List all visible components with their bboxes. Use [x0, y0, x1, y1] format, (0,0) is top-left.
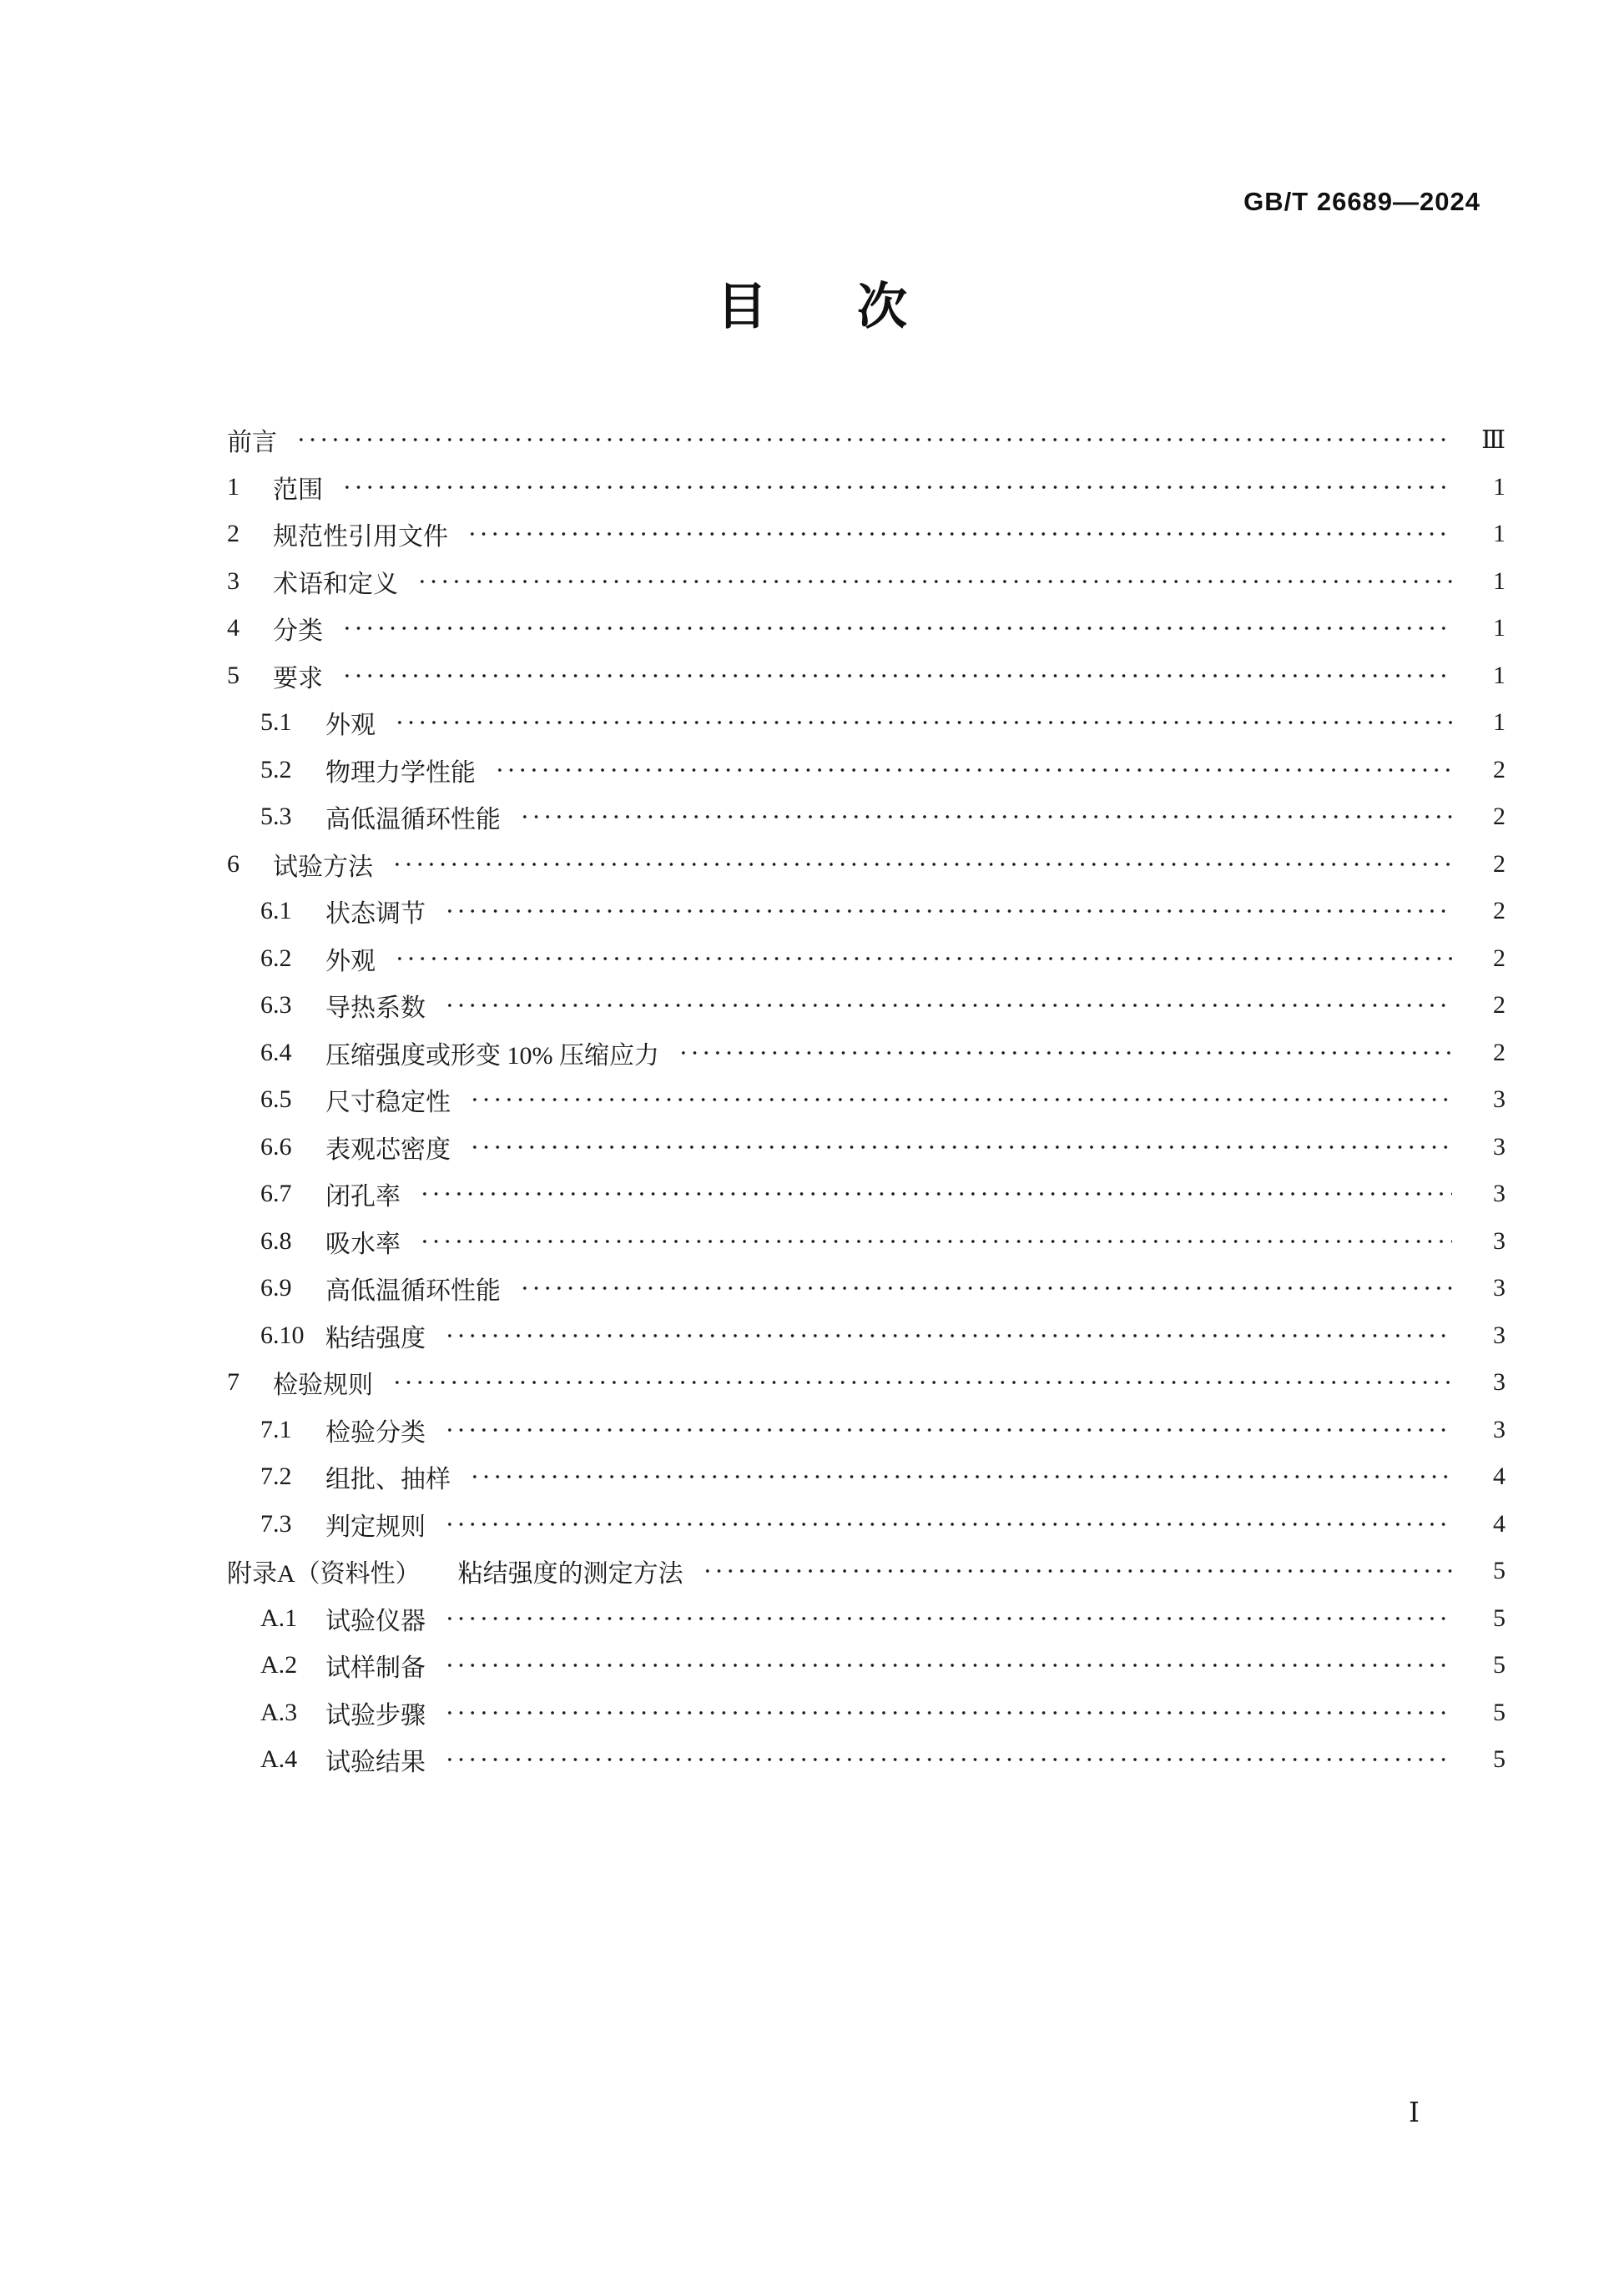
dot-leader — [444, 1689, 1452, 1737]
toc-entry — [227, 416, 1505, 464]
toc-entry-label: 试样制备 — [325, 1654, 426, 1683]
toc-entry — [227, 1312, 1505, 1360]
toc-entry-page: 4 — [1493, 1463, 1505, 1491]
toc-entry-page: Ⅲ — [1481, 425, 1505, 454]
dot-leader — [467, 511, 1452, 558]
toc-entry-page: 1 — [1493, 661, 1505, 689]
dot-leader — [419, 1218, 1452, 1266]
toc-entry — [227, 1265, 1505, 1312]
toc-entry-label: 组批、抽样 — [325, 1466, 451, 1494]
toc-entry-page: 5 — [1493, 1604, 1505, 1632]
toc-entry-label: 粘结强度 — [325, 1324, 426, 1352]
toc-entry-number: 7.1 — [260, 1415, 292, 1443]
toc-list — [227, 416, 1505, 1784]
toc-entry-number: 7 — [227, 1368, 240, 1397]
toc-entry — [227, 1595, 1505, 1643]
toc-entry-number: 6.7 — [260, 1180, 292, 1208]
toc-entry-page: 2 — [1493, 991, 1505, 1020]
toc-entry-label: 尺寸稳定性 — [325, 1089, 451, 1117]
toc-entry-label: 试验仪器 — [325, 1607, 426, 1635]
toc-entry-number: 3 — [227, 566, 240, 595]
toc-entry-label: 要求 — [273, 664, 323, 692]
toc-entry-number: 5 — [227, 661, 240, 689]
toc-entry-page: 2 — [1493, 755, 1505, 783]
toc-entry-page: 2 — [1493, 944, 1505, 972]
toc-entry-label: 检验规则 — [273, 1372, 373, 1400]
toc-entry-number: 5.3 — [260, 803, 292, 831]
toc-entry-number: 7.3 — [260, 1509, 292, 1538]
toc-entry-page: 3 — [1493, 1415, 1505, 1443]
toc-entry-number: 5.1 — [260, 708, 292, 737]
dot-leader — [444, 1407, 1452, 1454]
toc-entry-number: A.3 — [260, 1698, 298, 1726]
dot-leader — [295, 416, 1452, 464]
toc-entry-number: 6.5 — [260, 1085, 292, 1114]
toc-entry-label: 吸水率 — [325, 1230, 401, 1258]
toc-entry-page: 5 — [1493, 1745, 1505, 1774]
toc-entry-page: 5 — [1493, 1557, 1505, 1585]
toc-entry-number: 6.1 — [260, 897, 292, 925]
toc-entry-page: 3 — [1493, 1085, 1505, 1114]
toc-entry-label: 检验分类 — [325, 1418, 426, 1447]
dot-leader — [469, 1453, 1452, 1501]
toc-entry-label: 分类 — [273, 617, 323, 646]
toc-entry-number: A.4 — [260, 1745, 298, 1774]
toc-entry — [227, 1736, 1505, 1784]
toc-entry — [227, 1501, 1505, 1548]
toc-entry-label: 压缩强度或形变 10% 压缩应力 — [325, 1041, 659, 1070]
toc-entry-page: 1 — [1493, 614, 1505, 642]
toc-entry-number: 7.2 — [260, 1463, 292, 1491]
dot-leader — [494, 747, 1452, 794]
toc-entry — [227, 1407, 1505, 1454]
dot-leader — [469, 1124, 1452, 1171]
toc-entry-number: A.2 — [260, 1651, 298, 1679]
toc-entry — [227, 1359, 1505, 1407]
toc-entry — [227, 1171, 1505, 1218]
page-title — [0, 267, 1624, 339]
dot-leader — [394, 935, 1452, 983]
toc-entry-number: 6.2 — [260, 944, 292, 972]
dot-leader — [341, 652, 1452, 700]
toc-entry-page: 3 — [1493, 1226, 1505, 1255]
toc-entry — [227, 935, 1505, 983]
toc-entry-page: 2 — [1493, 849, 1505, 878]
dot-leader — [444, 1642, 1452, 1689]
toc-entry — [227, 605, 1505, 652]
standard-code: GB/T 26689—2024 — [1243, 187, 1480, 216]
toc-entry-label: 试验结果 — [325, 1749, 426, 1777]
dot-leader — [519, 1265, 1452, 1312]
toc-entry-number: 1 — [227, 472, 240, 501]
toc-entry-label: 外观 — [325, 712, 376, 740]
toc-entry-number: 6.8 — [260, 1226, 292, 1255]
toc-entry — [227, 982, 1505, 1030]
toc-entry-label: 闭孔率 — [325, 1183, 401, 1211]
toc-entry-page: 2 — [1493, 803, 1505, 831]
dot-leader — [391, 1359, 1452, 1407]
toc-entry-label: 高低温循环性能 — [325, 1277, 501, 1306]
toc-entry-number: 6 — [227, 849, 240, 878]
dot-leader — [469, 1076, 1452, 1124]
toc-entry-page: 1 — [1493, 566, 1505, 595]
toc-entry-label: 试验步骤 — [325, 1701, 426, 1730]
toc-entry-label: 高低温循环性能 — [325, 806, 501, 834]
toc-entry-page: 3 — [1493, 1274, 1505, 1302]
dot-leader — [444, 1501, 1452, 1548]
toc-entry-page: 5 — [1493, 1698, 1505, 1726]
dot-leader — [391, 841, 1452, 889]
dot-leader — [702, 1548, 1452, 1595]
toc-entry — [227, 464, 1505, 511]
toc-entry — [227, 888, 1505, 935]
footer-page-number: Ⅰ — [1409, 2098, 1420, 2128]
toc-entry-page: 3 — [1493, 1321, 1505, 1349]
dot-leader — [444, 1736, 1452, 1784]
toc-entry — [227, 1124, 1505, 1171]
toc-entry-number: 2 — [227, 520, 240, 548]
toc-entry-label: 范围 — [273, 476, 323, 504]
page-title-char-left: 目 — [717, 279, 767, 335]
toc-entry — [227, 841, 1505, 889]
toc-entry-page: 1 — [1493, 520, 1505, 548]
dot-leader — [419, 1171, 1452, 1218]
toc-entry-page: 1 — [1493, 472, 1505, 501]
dot-leader — [341, 605, 1452, 652]
toc-entry-number: 6.10 — [260, 1321, 305, 1349]
toc-entry — [227, 1030, 1505, 1077]
toc-entry-label: 表观芯密度 — [325, 1135, 451, 1164]
toc-entry — [227, 1453, 1505, 1501]
toc-entry — [227, 747, 1505, 794]
toc-entry — [227, 1076, 1505, 1124]
toc-entry — [227, 1689, 1505, 1737]
dot-leader — [444, 982, 1452, 1030]
toc-entry-page: 2 — [1493, 1038, 1505, 1066]
dot-leader — [444, 1595, 1452, 1643]
page-title-char-right: 次 — [857, 279, 907, 335]
toc-entry-number: 6.4 — [260, 1038, 292, 1066]
dot-leader — [444, 1312, 1452, 1360]
toc-entry-label: 附录A（资料性） 粘结强度的测定方法 — [227, 1560, 683, 1589]
dot-leader — [416, 558, 1452, 606]
toc-entry-label: 术语和定义 — [273, 570, 398, 598]
toc-entry — [227, 1548, 1505, 1595]
toc-entry-label: 试验方法 — [273, 853, 373, 881]
toc-entry-page: 3 — [1493, 1368, 1505, 1397]
toc-entry-page: 5 — [1493, 1651, 1505, 1679]
toc-entry-number: 5.2 — [260, 755, 292, 783]
dot-leader — [341, 464, 1452, 511]
toc-entry-page: 3 — [1493, 1132, 1505, 1161]
toc-entry-page: 1 — [1493, 708, 1505, 737]
toc-entry — [227, 1642, 1505, 1689]
dot-leader — [394, 699, 1452, 747]
dot-leader — [444, 888, 1452, 935]
toc-entry-number: 6.3 — [260, 991, 292, 1020]
toc-entry-number: 6.6 — [260, 1132, 292, 1161]
toc-entry-number: 4 — [227, 614, 240, 642]
toc-entry — [227, 558, 1505, 606]
toc-entry-label: 状态调节 — [325, 900, 426, 929]
toc-entry — [227, 652, 1505, 700]
toc-entry-page: 4 — [1493, 1509, 1505, 1538]
toc-entry — [227, 511, 1505, 558]
toc-entry-label: 前言 — [227, 429, 277, 457]
toc-entry-page: 3 — [1493, 1180, 1505, 1208]
toc-entry — [227, 793, 1505, 841]
dot-leader — [678, 1030, 1452, 1077]
toc-entry-number: A.1 — [260, 1604, 298, 1632]
toc-entry-label: 规范性引用文件 — [273, 523, 448, 551]
toc-entry-label: 外观 — [325, 947, 376, 975]
toc-entry-label: 导热系数 — [325, 994, 426, 1023]
toc-entry-label: 判定规则 — [325, 1513, 426, 1541]
toc-entry-page: 2 — [1493, 897, 1505, 925]
toc-entry — [227, 1218, 1505, 1266]
toc-entry-label: 物理力学性能 — [325, 758, 476, 787]
toc-entry — [227, 699, 1505, 747]
dot-leader — [519, 793, 1452, 841]
toc-entry-number: 6.9 — [260, 1274, 292, 1302]
